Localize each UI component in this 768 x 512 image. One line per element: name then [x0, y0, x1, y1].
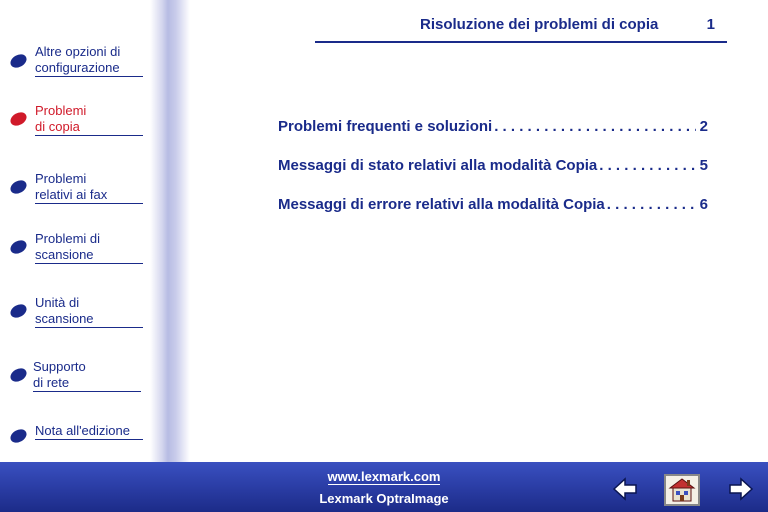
header-divider	[315, 41, 727, 43]
footer-url[interactable]: www.lexmark.com	[327, 469, 441, 484]
sidebar-item-label: Problemi di scansione	[35, 231, 143, 264]
home-icon	[666, 476, 698, 504]
sidebar	[0, 0, 190, 462]
arrow-left-icon	[612, 477, 638, 501]
bullet-icon	[8, 238, 29, 257]
bullet-icon	[8, 178, 29, 197]
back-button[interactable]	[612, 477, 638, 501]
page-number: 1	[706, 16, 715, 33]
toc-entry-page: 2	[699, 118, 708, 135]
toc-entry-problemi-frequenti[interactable]	[278, 118, 708, 138]
sidebar-item-label: Problemi di copia	[35, 103, 143, 136]
sidebar-item-label: Problemi relativi ai fax	[35, 171, 143, 204]
sidebar-item-label: Nota all'edizione	[35, 423, 143, 440]
bullet-icon	[8, 366, 29, 385]
bullet-icon	[8, 302, 29, 321]
footer	[0, 462, 768, 512]
toc-leader-dots	[607, 196, 696, 213]
toc-entry-label: Problemi frequenti e soluzioni	[278, 118, 493, 135]
toc-entry-label: Messaggi di errore relativi alla modalità Copia	[278, 196, 605, 213]
footer-product-name: Lexmark OptraImage	[319, 491, 449, 506]
toc-entry-page: 5	[699, 157, 708, 174]
toc-entry-page: 6	[699, 196, 708, 213]
toc-entry-messaggi-stato[interactable]	[278, 157, 708, 177]
bullet-icon	[8, 427, 29, 446]
home-button[interactable]	[664, 474, 700, 506]
sidebar-item-label: Altre opzioni di configurazione	[35, 44, 143, 77]
sidebar-item-label: Supporto di rete	[33, 359, 141, 392]
forward-button[interactable]	[728, 477, 754, 501]
toc-entry-label: Messaggi di stato relativi alla modalità Copia	[278, 157, 598, 174]
toc-leader-dots	[494, 118, 695, 135]
bullet-icon	[8, 52, 29, 71]
bullet-icon	[8, 110, 29, 129]
arrow-right-icon	[728, 477, 754, 501]
table-of-contents	[278, 118, 708, 235]
toc-entry-messaggi-errore[interactable]	[278, 196, 708, 216]
toc-leader-dots	[599, 157, 695, 174]
sidebar-item-label: Unità di scansione	[35, 295, 143, 328]
page-title: Risoluzione dei problemi di copia	[420, 16, 659, 33]
